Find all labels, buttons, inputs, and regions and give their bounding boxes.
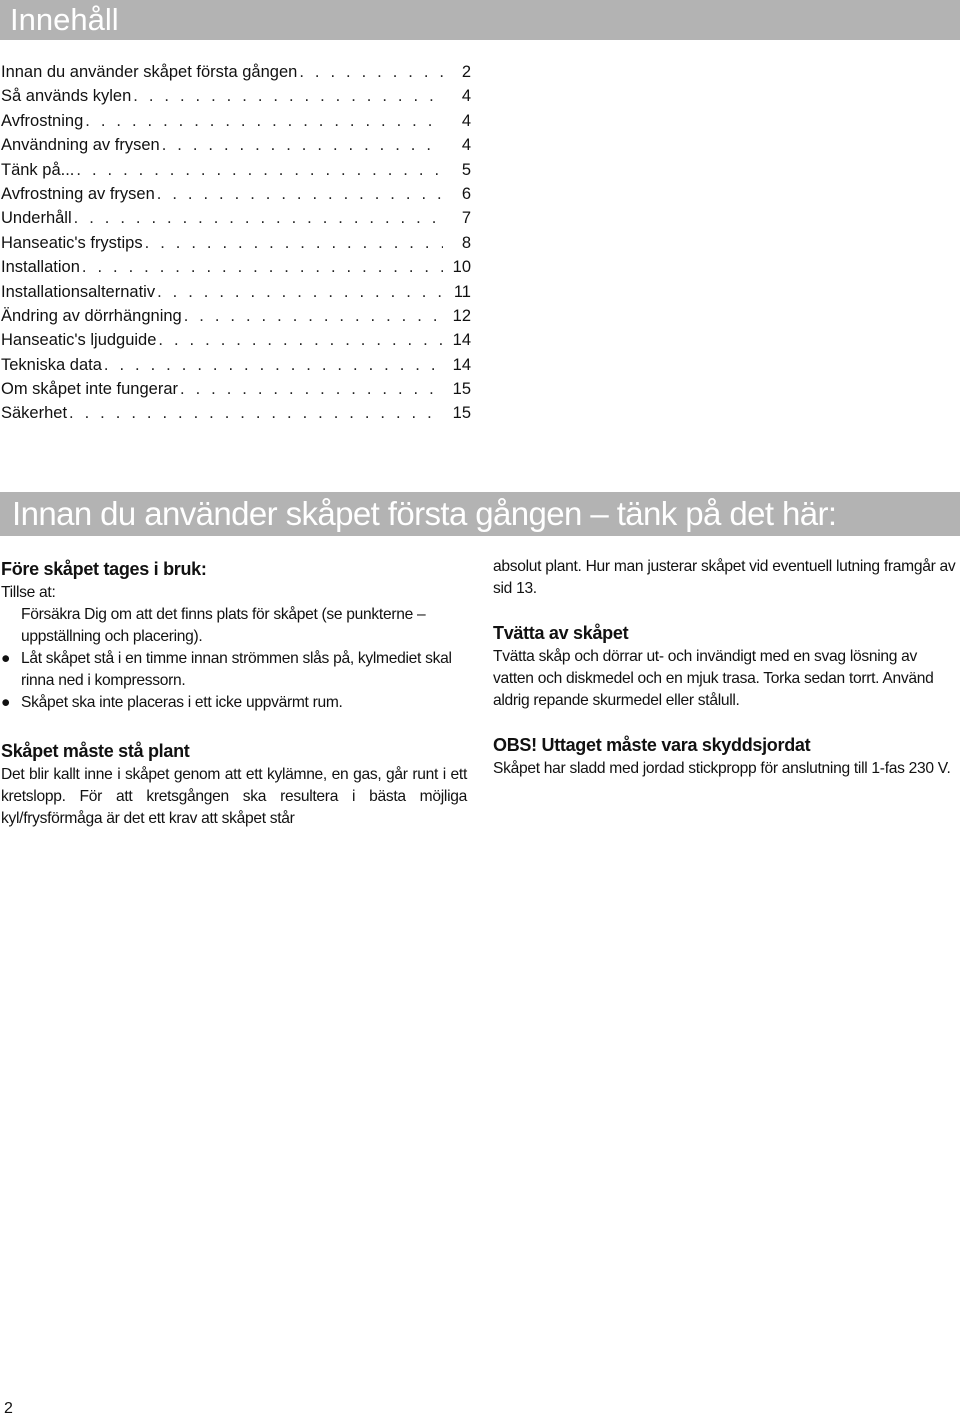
toc-entry-title: Så används kylen bbox=[1, 87, 132, 106]
toc-entry[interactable] bbox=[1, 401, 471, 425]
toc-page-number: 14 bbox=[452, 331, 471, 350]
heading-wash: Tvätta av skåpet bbox=[493, 623, 629, 643]
toc-entry-title: Tänk på... bbox=[1, 160, 75, 179]
toc-entry-title: Användning av frysen bbox=[1, 136, 160, 155]
toc-page-number: 14 bbox=[452, 355, 471, 374]
leader-dots bbox=[83, 109, 443, 133]
toc-entry-title: Hanseatic's frystips bbox=[1, 233, 143, 252]
leader-dots bbox=[156, 328, 443, 352]
toc-entry[interactable] bbox=[1, 353, 471, 377]
toc-entry[interactable] bbox=[1, 255, 471, 279]
toc-entry[interactable] bbox=[1, 133, 471, 157]
paragraph-level-cont: absolut plant. Hur man justerar skåpet vid eventuell lutning framgår av sid 13. bbox=[493, 558, 956, 597]
bullet-icon: ● bbox=[1, 650, 11, 667]
paragraph-level: Det blir kallt inne i skåpet genom att ett kylämne, en gas, går runt i ett kretslopp. För att kretsgången ska resultera i bästa möjliga kyl/frysförmåga är det ett krav att skåpet står bbox=[1, 766, 467, 827]
leader-dots bbox=[74, 158, 443, 182]
right-column bbox=[493, 556, 959, 780]
toc-entry-title: Underhåll bbox=[1, 209, 72, 228]
toc-page-number: 4 bbox=[461, 136, 471, 155]
bullet-icon: ● bbox=[1, 694, 11, 711]
toc-title: Innehåll bbox=[0, 0, 960, 40]
page-number: 2 bbox=[4, 1400, 13, 1417]
toc-page-number: 6 bbox=[461, 184, 471, 203]
toc-page-number: 12 bbox=[452, 306, 471, 325]
heading-before-use: Före skåpet tages i bruk: bbox=[1, 559, 207, 579]
toc-page-number: 5 bbox=[461, 160, 471, 179]
toc-entry[interactable] bbox=[1, 231, 471, 255]
leader-dots bbox=[155, 182, 443, 206]
leader-dots bbox=[182, 304, 443, 328]
leader-dots bbox=[155, 280, 443, 304]
toc-page-number: 15 bbox=[452, 404, 471, 423]
leader-dots bbox=[143, 231, 443, 255]
heading-level: Skåpet måste stå plant bbox=[1, 741, 190, 761]
toc-entry[interactable] bbox=[1, 280, 471, 304]
leader-dots bbox=[80, 255, 443, 279]
toc-page-number: 2 bbox=[461, 63, 471, 81]
leader-dots bbox=[131, 84, 443, 108]
bullet-item bbox=[1, 648, 467, 692]
tillse-label: Tillse at: bbox=[1, 584, 56, 601]
toc-entry-title: Avfrostning bbox=[1, 111, 84, 130]
table-of-contents bbox=[1, 60, 471, 426]
left-column bbox=[1, 556, 467, 830]
toc-entry-title: Tekniska data bbox=[1, 355, 102, 374]
toc-page-number: 15 bbox=[452, 380, 471, 399]
leader-dots bbox=[297, 60, 443, 84]
leader-dots bbox=[160, 133, 443, 157]
toc-page-number: 7 bbox=[461, 209, 471, 228]
bullet-text: Låt skåpet stå i en timme innan strömmen slås på, kylmediet skal rinna ned i kompressorn. bbox=[21, 650, 452, 689]
toc-entry[interactable] bbox=[1, 304, 471, 328]
toc-page-number: 10 bbox=[452, 258, 471, 277]
toc-entry-title: Hanseatic's ljudguide bbox=[1, 331, 157, 350]
toc-entry-title: Innan du använder skåpet första gången bbox=[1, 63, 298, 81]
toc-entry[interactable] bbox=[1, 206, 471, 230]
paragraph-grounding: Skåpet har sladd med jordad stickpropp för anslutning till 1-fas 230 V. bbox=[493, 760, 951, 777]
toc-entry[interactable] bbox=[1, 158, 471, 182]
toc-entry-title: Om skåpet inte fungerar bbox=[1, 380, 179, 399]
heading-grounding: OBS! Uttaget måste vara skyddsjordat bbox=[493, 735, 811, 755]
toc-page-number: 8 bbox=[461, 233, 471, 252]
section-title: Innan du använder skåpet första gången – tänk på det här: bbox=[0, 492, 960, 536]
toc-entry[interactable] bbox=[1, 84, 471, 108]
paragraph-wash: Tvätta skåp och dörrar ut- och invändigt med en svag lösning av vatten och diskmedel och en mjuk trasa. Torka sedan torrt. Använd aldrig repande skurmedel eller stålull. bbox=[493, 648, 934, 709]
toc-entry-title: Installation bbox=[1, 258, 80, 277]
toc-entry[interactable] bbox=[1, 60, 471, 84]
toc-entry[interactable] bbox=[1, 328, 471, 352]
toc-page-number: 11 bbox=[453, 282, 471, 301]
leader-dots bbox=[102, 353, 443, 377]
paragraph-space bbox=[1, 604, 467, 648]
toc-entry[interactable] bbox=[1, 109, 471, 133]
leader-dots bbox=[72, 206, 443, 230]
toc-entry[interactable] bbox=[1, 377, 471, 401]
toc-entry-title: Ändring av dörrhängning bbox=[1, 306, 182, 325]
toc-entry-title: Avfrostning av frysen bbox=[1, 184, 155, 203]
leader-dots bbox=[67, 401, 443, 425]
toc-entry-title: Installationsalternativ bbox=[1, 282, 156, 301]
toc-page-number: 4 bbox=[461, 87, 471, 106]
leader-dots bbox=[178, 377, 443, 401]
toc-entry[interactable] bbox=[1, 182, 471, 206]
bullet-item bbox=[1, 692, 467, 714]
toc-entry-title: Säkerhet bbox=[1, 404, 68, 423]
toc-page-number: 4 bbox=[461, 111, 471, 130]
bullet-text: Skåpet ska inte placeras i ett icke uppvärmt rum. bbox=[21, 694, 343, 711]
text: Försäkra Dig om att det finns plats för skåpet (se punkterne – uppställning och placering). bbox=[21, 606, 426, 645]
